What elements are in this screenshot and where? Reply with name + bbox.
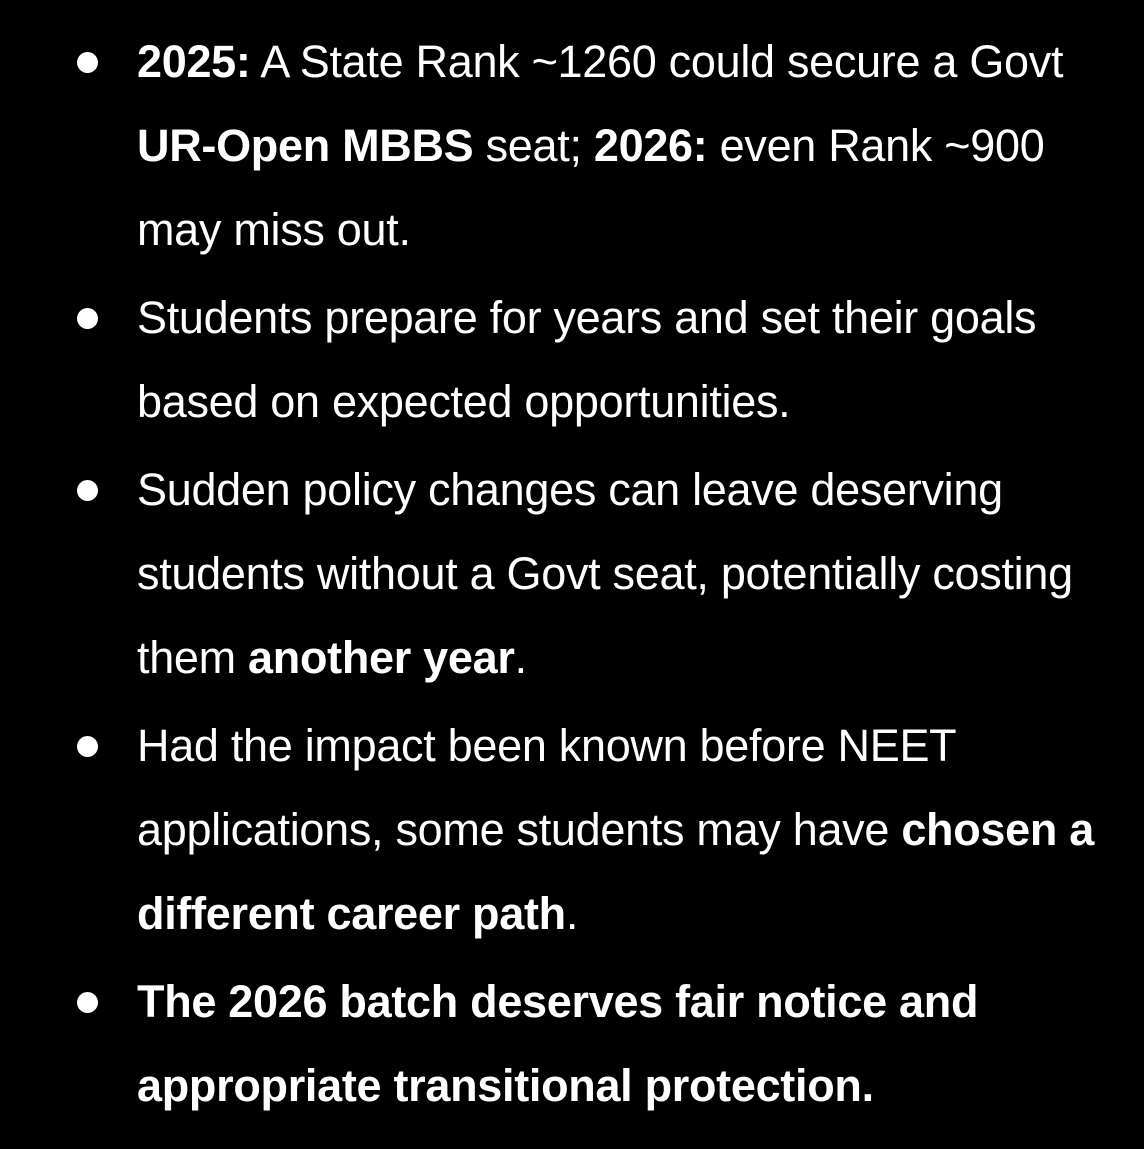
bullet-dot-icon (77, 308, 98, 329)
list-item (0, 704, 1144, 956)
bullet-list (0, 20, 1144, 1128)
list-item (0, 20, 1144, 272)
text-segment: even Rank ~900 may miss out. (137, 120, 1045, 255)
bullet-dot-icon (77, 736, 98, 757)
text-segment: Had the impact been known before NEET applications, some students may have (137, 720, 956, 855)
bullet-dot-icon (77, 480, 98, 501)
bullet-dot-icon (77, 52, 98, 73)
bullet-text (137, 292, 1036, 427)
text-segment: 2025: (137, 36, 251, 87)
list-item (0, 448, 1144, 700)
text-segment: another year (248, 632, 515, 683)
bullet-text (137, 720, 1094, 939)
text-segment: seat; (473, 120, 594, 171)
text-segment: UR-Open MBBS (137, 120, 474, 171)
text-segment: chosen a different career path (137, 804, 1095, 939)
list-item (0, 276, 1144, 444)
text-segment: 2026: (593, 120, 708, 171)
bullet-dot-icon (77, 992, 98, 1013)
text-segment: Students prepare for years and set their goals based on expected opportunities. (137, 292, 1037, 427)
list-item (0, 960, 1144, 1128)
bullet-text (137, 464, 1073, 683)
bullet-text (137, 976, 978, 1111)
text-segment: A State Rank ~1260 could secure a Govt (250, 36, 1064, 87)
text-segment: Sudden policy changes can leave deserving students without a Govt seat, potentially costing them (137, 464, 1073, 683)
text-segment: The 2026 batch deserves fair notice and appropriate transitional protection. (137, 976, 979, 1111)
bullet-text (137, 36, 1063, 255)
text-segment: . (565, 888, 579, 939)
text-segment: . (514, 632, 527, 683)
